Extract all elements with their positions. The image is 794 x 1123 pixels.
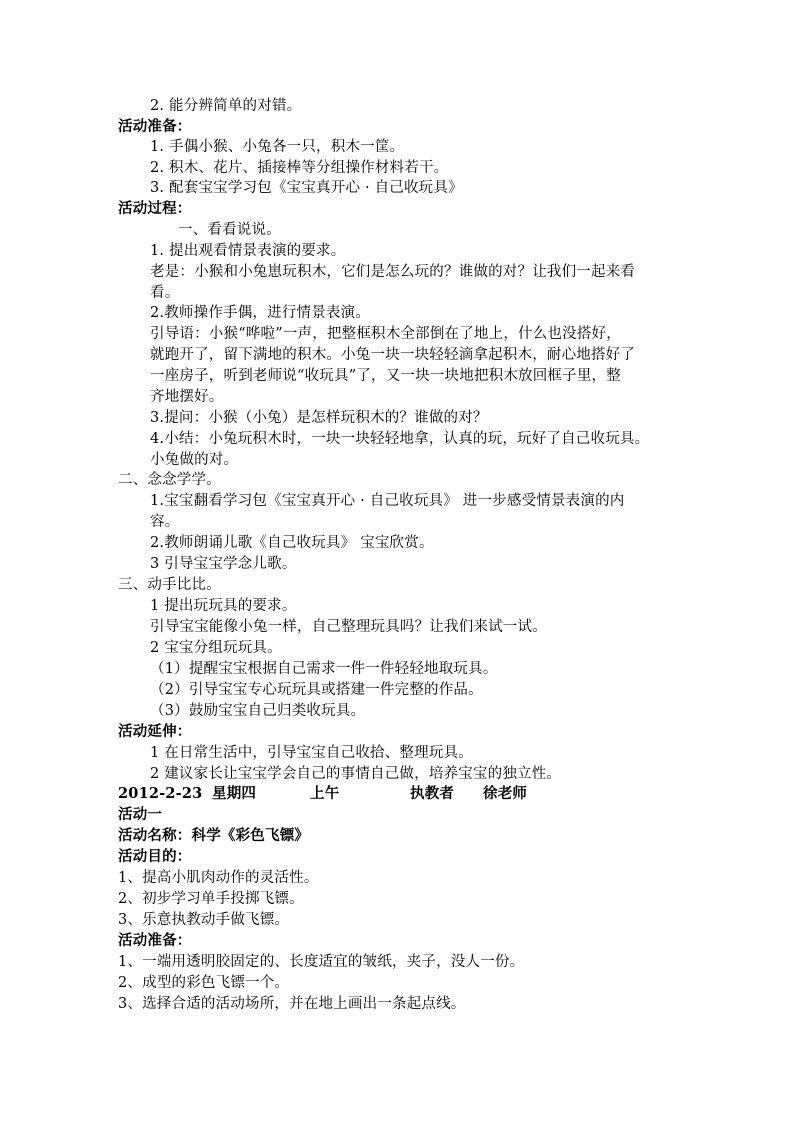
- paragraph-line: 2.教师朗诵儿歌《自己收玩具》 宝宝欣赏。: [150, 535, 434, 551]
- prep-item: 1、一端用透明胶固定的、长度适宜的皱纸，夹子，没人一份。: [118, 954, 525, 970]
- goal-item: 3、乐意执教动手做飞镖。: [118, 912, 290, 928]
- goal-item: 2、初步学习单手投掷飞镖。: [118, 891, 304, 907]
- paragraph-line: 4.小结：小兔玩积木时，一块一块轻轻地拿，认真的玩，玩好了自己收玩具。: [150, 431, 650, 447]
- step-heading: 三、动手比比。: [118, 577, 221, 593]
- lesson-period: 上午: [310, 785, 340, 802]
- paragraph-line: 就跑开了，留下满地的积木。小兔一块一块轻轻滴拿起积木，耐心地搭好了: [150, 347, 636, 363]
- paragraph-line: 1.宝宝翻看学习包《宝宝真开心 · 自己收玩具》 进一步感受情景表演的内: [150, 493, 625, 509]
- objective-line: 2. 能分辨简单的对错。: [150, 98, 302, 114]
- paragraph-line: 2.教师操作手偶，进行情景表演。: [150, 305, 371, 321]
- section-heading: 活动准备：: [118, 932, 192, 949]
- paragraph-line: 齐地摆好。: [150, 389, 224, 405]
- lesson-date: 2012-2-23: [118, 785, 203, 802]
- section-heading: 活动延伸：: [118, 723, 192, 740]
- paragraph-line: 小兔做的对。: [150, 452, 239, 468]
- activity-title: 活动一: [118, 806, 163, 823]
- prep-item: 2. 积木、花片、插接棒等分组操作材料若干。: [150, 160, 449, 176]
- step-heading: 一、看看说说。: [178, 222, 281, 238]
- paragraph-line: 看。: [150, 285, 180, 301]
- executor-label: 执教者: [410, 785, 455, 802]
- section-heading: 活动目的：: [118, 848, 192, 865]
- paragraph-line: 1. 提出观看情景表演的要求。: [150, 243, 346, 259]
- section-heading: 活动准备：: [118, 118, 192, 135]
- prep-item: 1. 手偶小猴、小兔各一只，积木一筐。: [150, 139, 405, 155]
- paragraph-line: 引导宝宝能像小兔一样，自己整理玩具吗？让我们来试一试。: [150, 619, 547, 635]
- section-heading: 活动过程：: [118, 200, 192, 217]
- step-heading: 二、念念学学。: [118, 472, 221, 488]
- paragraph-line: 容。: [150, 514, 180, 530]
- paragraph-line: 3.提问：小猴（小兔）是怎样玩积木的？谁做的对？: [150, 410, 488, 426]
- paragraph-line: 3 引导宝宝学念儿歌。: [150, 556, 297, 572]
- teacher-name: 徐老师: [483, 785, 528, 802]
- prep-item: 3、选择合适的活动场所，并在地上画出一条起点线。: [118, 996, 466, 1012]
- prep-item: 2、成型的彩色飞镖一个。: [118, 975, 290, 991]
- lesson-header: [0, 784, 794, 804]
- paragraph-line: 引导语：小猴“哗啦”一声，把整框积木全部倒在了地上，什么也没搭好，: [150, 326, 621, 342]
- paragraph-line: 2 宝宝分组玩玩具。: [150, 640, 282, 656]
- paragraph-line: 2 建议家长让宝宝学会自己的事情自己做，培养宝宝的独立性。: [150, 766, 562, 782]
- paragraph-line: 1 提出玩玩具的要求。: [150, 598, 297, 614]
- paragraph-line: （2）引导宝宝专心玩玩具或搭建一件完整的作品。: [150, 682, 483, 698]
- paragraph-line: 一座房子，听到老师说“收玩具”了，又一块一块地把积木放回框子里，整: [150, 368, 621, 384]
- prep-item: 3. 配套宝宝学习包《宝宝真开心 · 自己收玩具》: [150, 180, 463, 196]
- goal-item: 1、提高小肌肉动作的灵活性。: [118, 870, 319, 886]
- lesson-weekday: 星期四: [212, 785, 257, 802]
- paragraph-line: （1）提醒宝宝根据自己需求一件一件轻轻地取玩具。: [150, 661, 498, 677]
- activity-name: 活动名称：科学《彩色飞镖》: [118, 827, 310, 844]
- paragraph-line: 1 在日常生活中，引导宝宝自己收拾、整理玩具。: [150, 745, 473, 761]
- paragraph-line: （3）鼓励宝宝自己归类收玩具。: [150, 703, 366, 719]
- paragraph-line: 老是：小猴和小兔崽玩积木，它们是怎么玩的？谁做的对？让我们一起来看: [150, 264, 636, 280]
